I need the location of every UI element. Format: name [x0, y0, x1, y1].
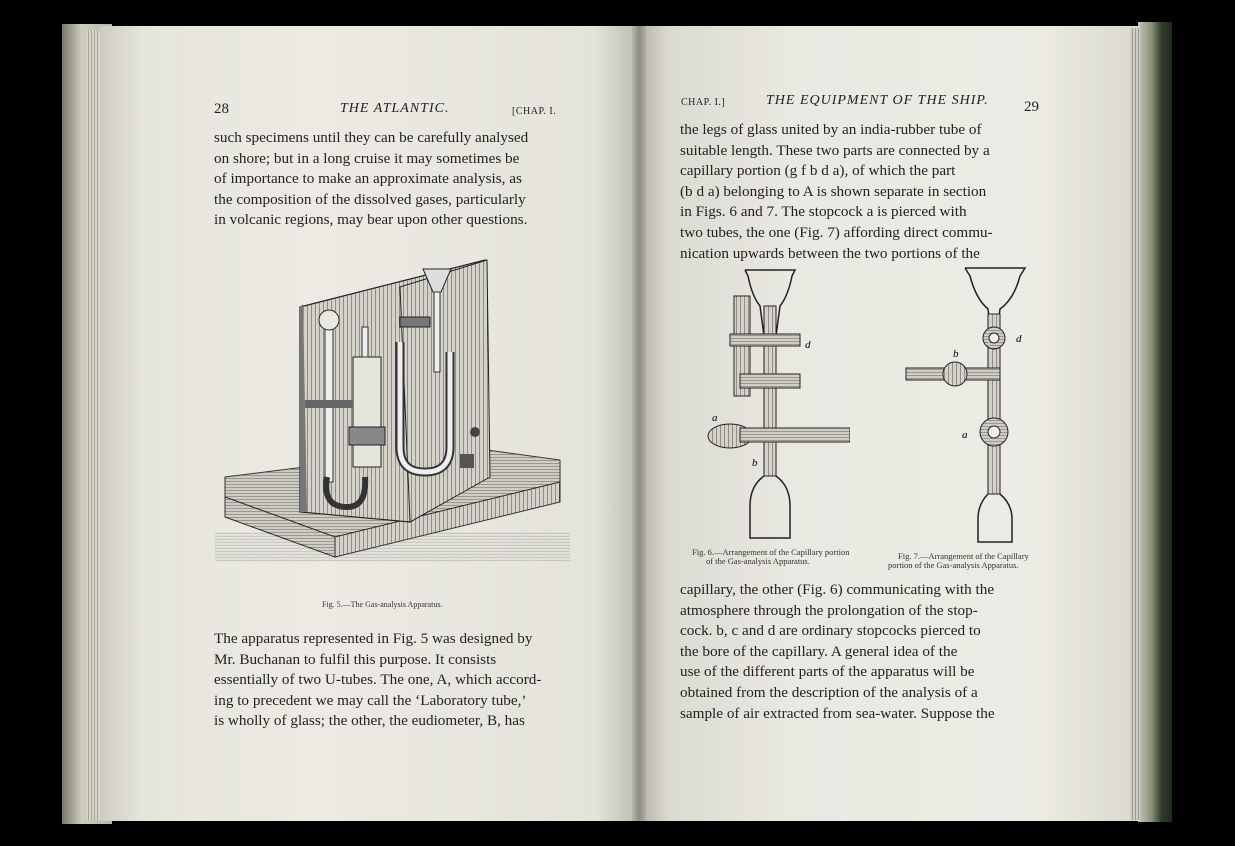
- text-line: (b d a) belonging to A is shown separate in section: [680, 182, 987, 200]
- book-gutter: [632, 26, 646, 821]
- text-line: is wholly of glass; the other, the eudiometer, B, has: [214, 712, 525, 730]
- text-line: of importance to make an approximate analysis, as: [214, 170, 522, 188]
- fig5-caption: Fig. 5.—The Gas-analysis Apparatus.: [322, 600, 443, 609]
- fig7-capillary-diagram: [900, 264, 1040, 546]
- text-line: use of the different parts of the apparatus will be: [680, 663, 975, 681]
- right-page-number: 29: [1024, 99, 1039, 115]
- text-line: two tubes, the one (Fig. 7) affording direct commu-: [680, 223, 993, 241]
- book-cover-right: [1138, 22, 1172, 822]
- caption-line: Fig. 7.—Arrangement of the Capillary: [898, 551, 1029, 561]
- right-running-head: THE EQUIPMENT OF THE SHIP.: [766, 93, 989, 108]
- right-top-paragraph: [680, 120, 1043, 264]
- text-line: suitable length. These two parts are connected by a: [680, 141, 990, 159]
- fig7-label-d: d: [1016, 333, 1022, 345]
- left-top-paragraph: [214, 128, 567, 231]
- text-line: essentially of two U-tubes. The one, A, which accord-: [214, 671, 542, 689]
- fig6-label-d: d: [805, 339, 811, 351]
- left-chapter-marker: [CHAP. I.: [512, 106, 557, 117]
- caption-line: portion of the Gas-analysis Apparatus.: [888, 560, 1019, 570]
- fig7-caption: [888, 552, 1029, 570]
- text-line: on shore; but in a long cruise it may sometimes be: [214, 149, 520, 167]
- left-page-number: 28: [214, 101, 229, 117]
- text-line: nication upwards between the two portions of the: [680, 244, 980, 262]
- text-line: Mr. Buchanan to fulfil this purpose. It consists: [214, 650, 497, 668]
- right-chapter-marker: CHAP. I.]: [681, 97, 726, 108]
- text-line: The apparatus represented in Fig. 5 was designed by: [214, 630, 533, 647]
- gas-analysis-apparatus-illustration: [215, 232, 570, 592]
- page-edges-right: [1130, 28, 1140, 820]
- caption-line: of the Gas-analysis Apparatus.: [706, 556, 810, 566]
- text-line: ing to precedent we may call the ‘Laboratory tube,’: [214, 691, 527, 709]
- text-line: such specimens until they can be carefully analysed: [214, 129, 529, 146]
- text-line: cock. b, c and d are ordinary stopcocks pierced to: [680, 622, 981, 640]
- text-line: capillary, the other (Fig. 6) communicating with the: [680, 581, 995, 598]
- fig6-label-a: a: [712, 412, 718, 424]
- fig6-caption: [692, 548, 849, 566]
- text-line: capillary portion (g f b d a), of which the part: [680, 162, 956, 180]
- text-line: in volcanic regions, may bear upon other questions.: [214, 211, 528, 229]
- fig6-label-b: b: [752, 457, 758, 469]
- right-bottom-paragraph: [680, 580, 1043, 724]
- text-line: atmosphere through the prolongation of the stop-: [680, 601, 978, 619]
- left-bottom-paragraph: [214, 629, 567, 732]
- caption-line: Fig. 6.—Arrangement of the Capillary portion: [692, 547, 850, 557]
- left-running-head: THE ATLANTIC.: [340, 101, 450, 116]
- text-line: obtained from the description of the analysis of a: [680, 683, 978, 701]
- text-line: the composition of the dissolved gases, particularly: [214, 190, 526, 208]
- fig7-label-a: a: [962, 429, 968, 441]
- fig7-label-b: b: [953, 348, 959, 360]
- fig6-capillary-diagram: [700, 266, 850, 546]
- text-line: the bore of the capillary. A general idea of the: [680, 642, 958, 660]
- text-line: in Figs. 6 and 7. The stopcock a is pierced with: [680, 203, 967, 221]
- text-line: the legs of glass united by an india-rubber tube of: [680, 121, 982, 138]
- text-line: sample of air extracted from sea-water. Suppose the: [680, 704, 995, 722]
